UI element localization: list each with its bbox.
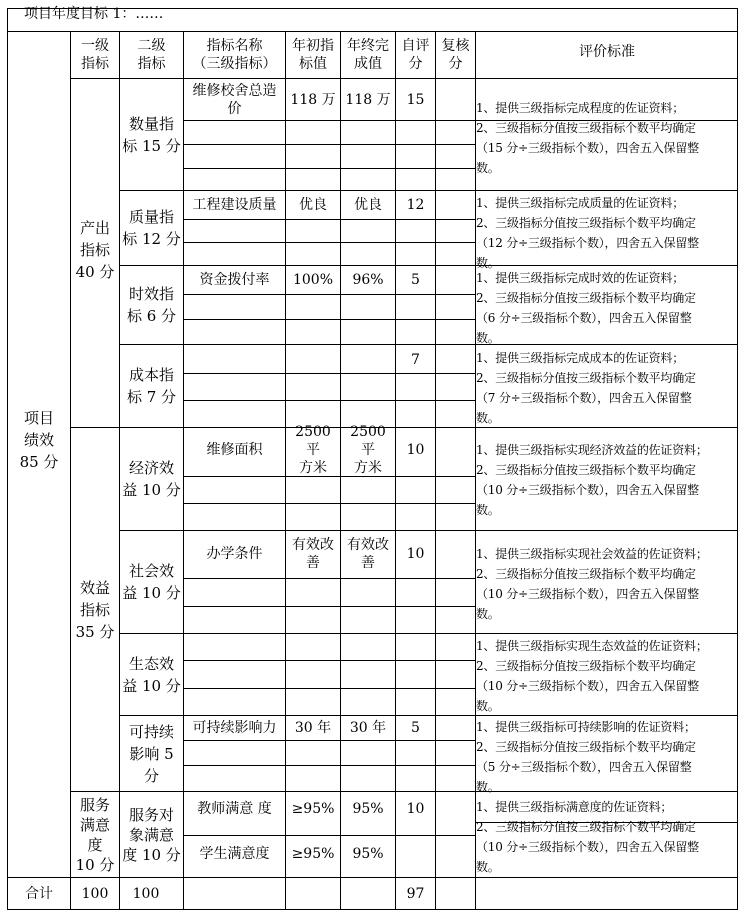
row-teacher-self: 10 [406, 801, 425, 817]
row-quantity-self: 15 [406, 92, 425, 108]
group-benefit: 效益 指标 35 分 [75, 579, 115, 641]
row-quality-final: 优良 [354, 197, 382, 213]
header-name: 指标名称 （三级指标） [192, 38, 277, 72]
row-sustainable-initial: 30 年 [294, 720, 332, 736]
row-social-name: 办学条件 [206, 546, 263, 562]
criteria-quality: 1、提供三级指标完成质量的佐证资料； 2、三级指标分值按三级指标个数平均确定 （12 分÷三级指标个数），四舍五入保留整 数。 [476, 196, 699, 270]
row-quantity-name: 维修校舍总造 价 [192, 83, 277, 117]
row-social-self: 10 [406, 546, 425, 562]
header-initial: 年初指 标值 [292, 38, 334, 72]
header-final: 年终完 成值 [347, 38, 389, 72]
row-timeliness-initial: 100% [292, 272, 334, 288]
row-timeliness-self: 5 [411, 272, 420, 288]
subgroup-timeliness: 时效指 标 6 分 [126, 285, 177, 325]
row-quality-name: 工程建设质量 [192, 197, 277, 213]
row-economic-final: 2500 平 方米 [350, 424, 386, 476]
subgroup-ecological: 生态效 益 10 分 [122, 654, 181, 695]
subgroup-quantity: 数量指 标 15 分 [122, 114, 181, 155]
row-quantity-final: 118 万 [345, 92, 391, 108]
header-criteria: 评价标准 [579, 44, 635, 60]
project-performance-cell: 项目 绩效 85 分 [19, 409, 59, 471]
criteria-economic: 1、提供三级指标实现经济效益的佐证资料； 2、三级指标分值按三级指标个数平均确定 （10 分÷三级指标个数），四舍五入保留整 数。 [476, 443, 708, 517]
row-student-initial: ≥95% [291, 846, 335, 862]
header-self: 自评 分 [401, 38, 430, 72]
page-title: 项目年度目标 1：…… [24, 6, 164, 22]
row-teacher-final: 95% [352, 801, 384, 817]
row-social-initial: 有效改 善 [292, 537, 334, 571]
row-quality-initial: 优良 [299, 197, 327, 213]
criteria-sustainable: 1、提供三级指标可持续影响的佐证资料； 2、三级指标分值按三级指标个数平均确定 （5 分÷三级指标个数），四舍五入保留整 数。 [476, 720, 696, 794]
row-timeliness-name: 资金拨付率 [199, 272, 270, 288]
row-sustainable-self: 5 [411, 720, 420, 736]
row-teacher-name: 教师满意 度 [197, 801, 272, 817]
row-economic-self: 10 [406, 442, 425, 458]
criteria-quantity: 1、提供三级指标完成程度的佐证资料； 2、三级指标分值按三级指标个数平均确定 （15 分÷三级指标个数），四舍五入保留整 数。 [476, 101, 699, 175]
criteria-ecological: 1、提供三级指标实现生态效益的佐证资料； 2、三级指标分值按三级指标个数平均确定 （10 分÷三级指标个数），四舍五入保留整 数。 [476, 639, 708, 713]
header-review: 复核 分 [441, 38, 470, 72]
subgroup-social: 社会效 益 10 分 [122, 562, 181, 602]
subgroup-economic: 经济效 益 10 分 [122, 459, 181, 499]
row-teacher-initial: ≥95% [291, 801, 335, 817]
total-self: 97 [406, 885, 425, 902]
subgroup-sustainable: 可持续 影响 5 分 [128, 722, 174, 785]
row-economic-name: 维修面积 [206, 442, 263, 458]
row-sustainable-name: 可持续影响力 [192, 720, 277, 736]
row-quality-self: 12 [406, 197, 425, 213]
row-social-final: 有效改 善 [347, 537, 389, 571]
criteria-social: 1、提供三级指标实现社会效益的佐证资料； 2、三级指标分值按三级指标个数平均确定 （10 分÷三级指标个数），四舍五入保留整 数。 [476, 547, 708, 621]
header-level2: 二级 指标 [137, 38, 166, 72]
row-sustainable-final: 30 年 [349, 720, 387, 736]
criteria-cost: 1、提供三级指标完成成本的佐证资料； 2、三级指标分值按三级指标个数平均确定 （7 分÷三级指标个数），四舍五入保留整 数。 [476, 351, 696, 425]
row-student-final: 95% [352, 846, 384, 862]
group-satisfaction: 服务 满意 度 10 分 [75, 795, 115, 874]
criteria-timeliness: 1、提供三级指标完成时效的佐证资料； 2、三级指标分值按三级指标个数平均确定 （6 分÷三级指标个数），四舍五入保留整 数。 [476, 271, 696, 345]
row-quantity-initial: 118 万 [290, 92, 336, 108]
row-student-name: 学生满意度 [199, 846, 270, 862]
subgroup-service: 服务对 象满意 度 10 分 [122, 805, 181, 864]
total-level1: 100 [81, 885, 109, 902]
total-label: 合计 [25, 885, 53, 902]
subgroup-cost: 成本指 标 7 分 [126, 366, 177, 406]
criteria-service: 1、提供三级指标满意度的佐证资料； 2、三级指标分值按三级指标个数平均确定 （10 分÷三级指标个数），四舍五入保留整 数。 [476, 800, 699, 874]
subgroup-quality: 质量指 标 12 分 [122, 208, 181, 248]
row-cost-self: 7 [411, 352, 420, 368]
row-timeliness-final: 96% [352, 272, 384, 288]
row-economic-initial: 2500 平 方米 [295, 424, 331, 476]
group-output: 产出 指标 40 分 [75, 219, 115, 281]
total-level2: 100 [132, 885, 160, 902]
header-level1: 一级 指标 [81, 38, 109, 72]
